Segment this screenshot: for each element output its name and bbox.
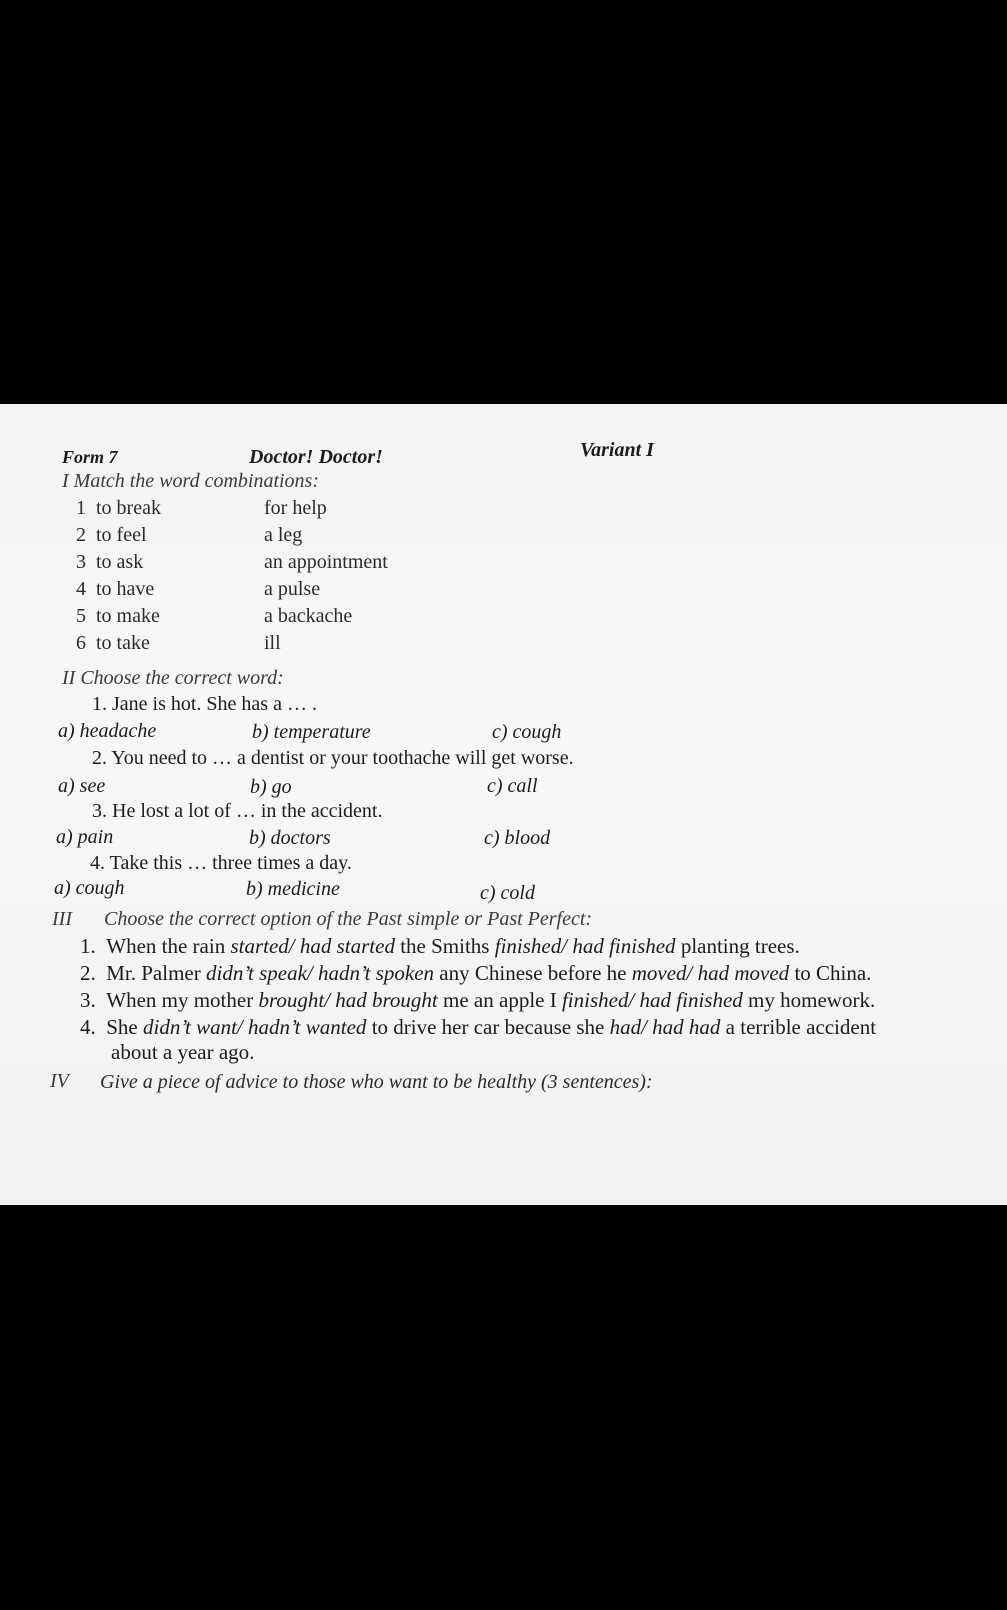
list-item: for help	[264, 497, 327, 519]
worksheet-title: Doctor! Doctor!	[249, 446, 383, 468]
list-item: a pulse	[264, 578, 321, 600]
option-a: a) cough	[54, 877, 125, 899]
list-item: 6 to take	[76, 632, 150, 654]
section-1-heading: I Match the word combinations:	[62, 470, 320, 492]
list-item: 5 to make	[76, 605, 160, 627]
section-2-heading: II Choose the correct word:	[62, 667, 284, 689]
option-b: b) doctors	[249, 827, 331, 849]
option-a: a) see	[58, 775, 106, 797]
list-item: 1 to break	[76, 497, 161, 519]
option-c: c) call	[487, 775, 538, 797]
section-3-number: III	[52, 908, 72, 930]
option-c: c) cough	[492, 721, 562, 743]
option-b: b) temperature	[252, 721, 371, 743]
list-item: 2 to feel	[76, 524, 147, 546]
list-item: a backache	[264, 605, 353, 627]
list-item: a leg	[264, 524, 303, 546]
option-b: b) medicine	[246, 878, 340, 900]
question-1: 1. Jane is hot. She has a … .	[92, 693, 317, 715]
list-item: an appointment	[264, 551, 388, 573]
form-label: Form 7	[62, 447, 118, 467]
option-a: a) headache	[58, 720, 157, 742]
option-a: a) pain	[56, 826, 114, 848]
option-c: c) cold	[480, 882, 535, 904]
sentence-3: 3. When my mother brought/ had brought me an apple I finished/ had finished my homework.	[80, 988, 876, 1012]
list-item: 4 to have	[76, 578, 155, 600]
section-3-heading: Choose the correct option of the Past simple or Past Perfect:	[104, 908, 593, 930]
variant-label: Variant I	[580, 439, 654, 461]
list-item: 3 to ask	[76, 551, 144, 573]
section-4-number: IV	[50, 1070, 69, 1092]
question-3: 3. He lost a lot of … in the accident.	[92, 800, 383, 822]
option-c: c) blood	[484, 827, 551, 849]
sentence-2: 2. Mr. Palmer didn’t speak/ hadn’t spoken any Chinese before he moved/ had moved to China.	[80, 961, 872, 985]
section-4-heading: Give a piece of advice to those who want to be healthy (3 sentences):	[100, 1071, 653, 1093]
sentence-1: 1. When the rain started/ had started the Smiths finished/ had finished planting trees.	[80, 934, 800, 958]
question-4: 4. Take this … three times a day.	[90, 852, 352, 874]
sentence-4-continuation: about a year ago.	[111, 1040, 255, 1064]
option-b: b) go	[250, 776, 292, 798]
worksheet-paper	[0, 404, 1007, 1205]
question-2: 2. You need to … a dentist or your toothache will get worse.	[92, 747, 574, 769]
list-item: ill	[264, 632, 281, 654]
sentence-4: 4. She didn’t want/ hadn’t wanted to drive her car because she had/ had had a terrible accident	[80, 1015, 877, 1039]
